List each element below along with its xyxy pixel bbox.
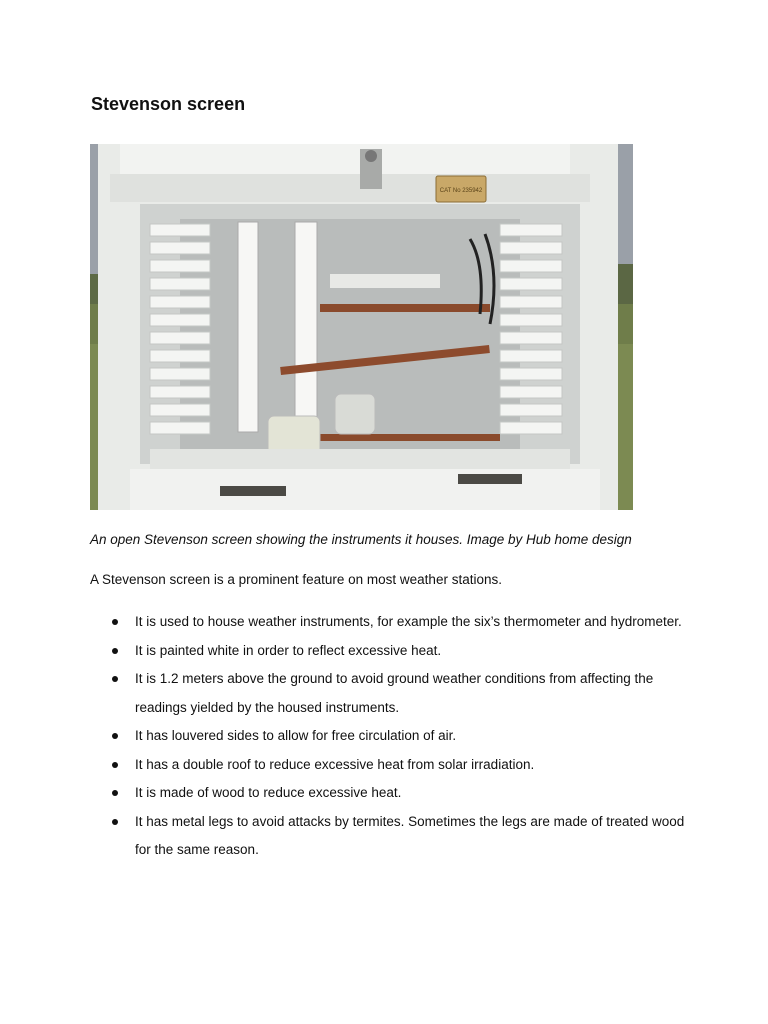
list-item-text: It is 1.2 meters above the ground to avoid ground weather conditions from affecting the readings yielded by the housed instruments. [135, 671, 654, 715]
list-item [90, 665, 690, 722]
list-item-text: It has a double roof to reduce excessive heat from solar irradiation. [135, 756, 535, 772]
bullet-icon [112, 676, 118, 682]
bullet-icon [112, 648, 118, 654]
bullet-icon [112, 619, 118, 625]
plate-label: CAT No 235942 [439, 188, 483, 194]
bullet-icon [112, 733, 118, 739]
list-item [90, 608, 690, 637]
list-item [90, 722, 690, 751]
list-item [90, 779, 690, 808]
bullet-icon [112, 819, 118, 825]
list-item-text: It is made of wood to reduce excessive heat. [135, 785, 402, 800]
bullet-icon [112, 790, 118, 796]
list-item-text: It has louvered sides to allow for free circulation of air. [135, 728, 457, 743]
page-title: Stevenson screen [91, 94, 246, 114]
feature-list [90, 608, 690, 865]
list-item [90, 637, 690, 666]
figure-caption: An open Stevenson screen showing the instruments it houses. Image by Hub home design [90, 532, 632, 547]
stevenson-screen-photo [90, 144, 633, 510]
list-item-text: It has metal legs to avoid attacks by termites. Sometimes the legs are made of treated wood for the same reason. [135, 813, 685, 857]
intro-paragraph: A Stevenson screen is a prominent feature on most weather stations. [90, 572, 502, 587]
list-item [90, 751, 690, 780]
list-item [90, 808, 690, 865]
list-item-text: It is used to house weather instruments, for example the six’s thermometer and hydrometer. [135, 614, 682, 629]
list-item-text: It is painted white in order to reflect excessive heat. [135, 642, 442, 658]
bullet-icon [112, 762, 118, 768]
